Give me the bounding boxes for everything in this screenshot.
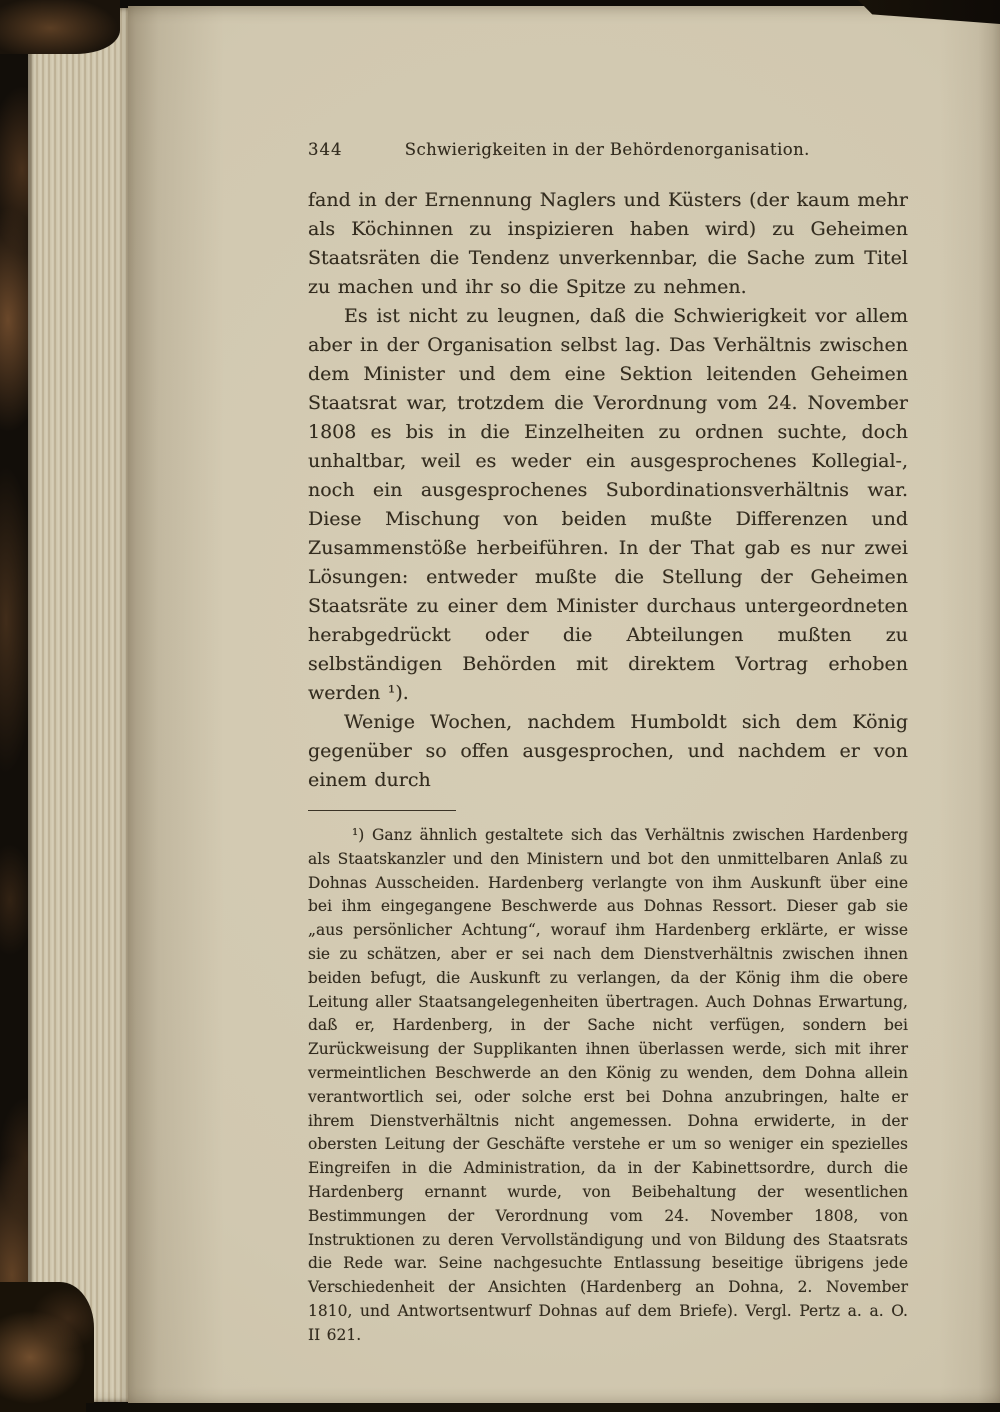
footnote-text: ¹) Ganz ähnlich gestaltete sich das Verhältnis zwischen Hardenberg als Staatskanzler und den Ministern und bot den unmittelbaren Anlaß zu Dohnas Ausscheiden. Hardenberg verlangte von ihm Auskunft über eine bei ihm eingegangene Beschwerde aus Dohnas Ressort. Dieser gab sie „aus persönlicher Achtung“, worauf ihm Hardenberg erklärte, er wisse sie zu schätzen, aber er sei nach dem Dienstverhältnis zwischen ihnen beiden befugt, die Auskunft zu verlangen, da der König ihm die obere Leitung aller Staatsangelegenheiten übertragen. Auch Dohnas Erwartung, daß er, Hardenberg, in der Sache nicht verfügen, sondern bei Zurückweisung der Supplikanten ihnen überlassen werde, sich mit ihrer vermeintlichen Beschwerde an den König zu wenden, dem Dohna allein verantwortlich sei, oder solche erst bei Dohna anzubringen, halte er ihrem Dienstverhältnis nicht angemessen. Dohna erwiderte, in der obersten Leitung der Geschäfte verstehe er um so weniger ein spezielles Eingreifen in die Administration, da in der Kabinettsordre, durch die Hardenberg ernannt wurde, von Beibehaltung der wesentlichen Bestimmungen der Verordnung vom 24. November 1808, von Instruktionen zu deren Vervollständigung und von Bildung des Staatsrats die Rede war. Seine nachgesuchte Entlassung beseitige übrigens jede Verschiedenheit der Ansichten (Hardenberg an Dohna, 2. November 1810, und Antwortsentwurf Dohnas auf dem Briefe). Vergl. Pertz a. a. O. II 621. xyxy=(308,826,908,1344)
cover-corner-bottom-left xyxy=(0,1282,94,1412)
body-paragraph-2: Es ist nicht zu leugnen, daß die Schwierigkeit vor allem aber in der Organisation selbst lag. Das Verhältnis zwischen dem Minister und dem eine Sektion leitenden Geheimen Staatsrat war, trotzdem die Verordnung vom 24. November 1808 es bis in die Einzelheiten zu ordnen suchte, doch unhaltbar, weil es weder ein ausgesprochenes Kollegial-, noch ein ausgesprochenes Subordinationsverhältnis war. Diese Mischung von beiden mußte Differenzen und Zusammenstöße herbeiführen. In der That gab es nur zwei Lösungen: entweder mußte die Stellung der Geheimen Staatsräte zu einer dem Minister durchaus untergeordneten herabgedrückt oder die Abteilungen mußten zu selbständigen Behörden mit direktem Vortrag erhoben werden ¹). xyxy=(308,305,908,704)
page-fore-edges xyxy=(28,8,134,1402)
body-paragraph-3: Wenige Wochen, nachdem Humboldt sich dem König gegenüber so offen ausgesprochen, und nachdem er von einem durch xyxy=(308,711,908,791)
body-text xyxy=(308,186,908,795)
page-content xyxy=(128,6,1000,1404)
cover-corner-top-left xyxy=(0,0,120,54)
cover-edge-bottom xyxy=(86,1403,1000,1412)
page-number: 344 xyxy=(308,140,343,159)
body-paragraph-1: fand in der Ernennung Naglers und Küsters (der kaum mehr als Köchinnen zu inspizieren haben wird) zu Geheimen Staatsräten die Tendenz unverkennbar, die Sache zum Titel zu machen und ihr so die Spitze zu nehmen. xyxy=(308,189,908,298)
footnote-separator xyxy=(308,810,456,811)
page-header xyxy=(308,140,908,159)
book-page xyxy=(128,6,1000,1404)
running-header: Schwierigkeiten in der Behördenorganisation. xyxy=(404,140,810,159)
